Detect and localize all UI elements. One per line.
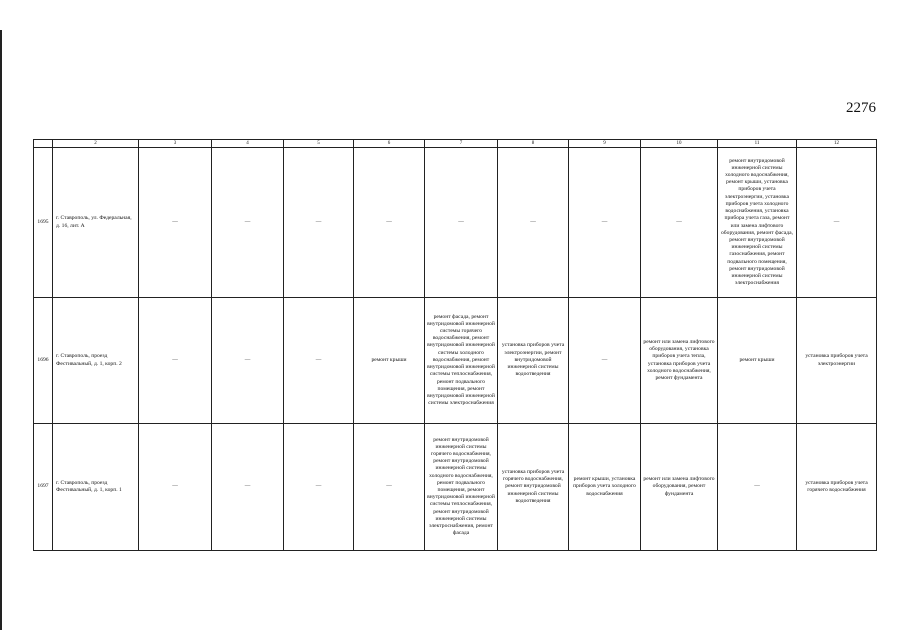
table-cell: — xyxy=(212,148,284,298)
table-cell: установка приборов учета электроэнергии xyxy=(797,298,877,424)
column-header: 4 xyxy=(212,140,284,148)
table-cell: — xyxy=(284,298,354,424)
column-header: 5 xyxy=(284,140,354,148)
column-header: 10 xyxy=(641,140,718,148)
address-cell: г. Ставрополь, ул. Федеральная, д. 16, лит. А xyxy=(53,148,139,298)
column-header-row xyxy=(34,140,877,148)
column-header xyxy=(34,140,53,148)
address-cell: г. Ставрополь, проезд Фестивальный, д. 1, корп. 2 xyxy=(53,298,139,424)
table-cell: ремонт или замена лифтового оборудования, установка приборов учета тепла, установка приборов учета холодного водоснабжения, ремонт фундамента xyxy=(641,298,718,424)
table-cell: — xyxy=(498,148,569,298)
page-number: 2276 xyxy=(846,100,876,116)
table-row xyxy=(34,424,877,551)
column-header: 3 xyxy=(139,140,212,148)
row-number: 1697 xyxy=(34,424,53,551)
column-header: 9 xyxy=(569,140,641,148)
column-header: 2 xyxy=(53,140,139,148)
table-cell: — xyxy=(354,148,425,298)
table-cell: — xyxy=(284,424,354,551)
table-cell: ремонт внутридомовой инженерной системы горячего водоснабжения, ремонт внутридомовой инженерной системы холодного водоснабжения, ремонт подвального помещения, ремонт внутридомовой инженерной системы теплоснабжения, ремонт внутридомовой инженерной системы электроснабжения, ремонт фасада xyxy=(425,424,498,551)
table-cell: ремонт крыши xyxy=(354,298,425,424)
table-cell: ремонт внутридомовой инженерной системы холодного водоснабжения, ремонт крыши, установка приборов учета электроэнергии, установка приборов учета холодного водоснабжения, установка прибора учета газа, ремонт или замена лифтового оборудования, ремонт фасада, ремонт внутридомовой инженерной системы газоснабжения, ремонт подвального помещения, ремонт внутридомовой инженерной системы электроснабжения xyxy=(718,148,797,298)
table-cell: — xyxy=(284,148,354,298)
table-cell: ремонт или замена лифтового оборудования, ремонт фундамента xyxy=(641,424,718,551)
repair-schedule-table xyxy=(33,139,877,551)
table-cell: — xyxy=(212,424,284,551)
column-header: 8 xyxy=(498,140,569,148)
table-cell: — xyxy=(139,424,212,551)
table-cell: — xyxy=(569,148,641,298)
address-cell: г. Ставрополь, проезд Фестивальный, д. 1, корп. 1 xyxy=(53,424,139,551)
table-cell: ремонт крыши, установка приборов учета холодного водоснабжения xyxy=(569,424,641,551)
table-cell: ремонт крыши xyxy=(718,298,797,424)
table-cell: установка приборов учета горячего водоснабжения, ремонт внутридомовой инженерной системы водоотведения xyxy=(498,424,569,551)
table-cell: — xyxy=(354,424,425,551)
table-cell: — xyxy=(139,298,212,424)
column-header: 7 xyxy=(425,140,498,148)
table-cell: — xyxy=(641,148,718,298)
column-header: 11 xyxy=(718,140,797,148)
table-cell: установка приборов учета горячего водоснабжения xyxy=(797,424,877,551)
row-number: 1695 xyxy=(34,148,53,298)
table-cell: — xyxy=(797,148,877,298)
table-cell: — xyxy=(718,424,797,551)
table-cell: — xyxy=(569,298,641,424)
table-cell: — xyxy=(425,148,498,298)
column-header: 6 xyxy=(354,140,425,148)
page-edge-line xyxy=(0,30,2,630)
table-row xyxy=(34,298,877,424)
row-number: 1696 xyxy=(34,298,53,424)
table-cell: — xyxy=(212,298,284,424)
table-cell: ремонт фасада, ремонт внутридомовой инженерной системы горячего водоснабжения, ремонт внутридомовой инженерной системы холодного водоснабжения, ремонт внутридомовой инженерной системы теплоснабжения, ремонт подвального помещения, ремонт внутридомовой инженерной системы электроснабжения xyxy=(425,298,498,424)
table-row xyxy=(34,148,877,298)
column-header: 12 xyxy=(797,140,877,148)
table-cell: — xyxy=(139,148,212,298)
table-cell: установка приборов учета электроэнергии, ремонт внутридомовой инженерной системы водоотведения xyxy=(498,298,569,424)
